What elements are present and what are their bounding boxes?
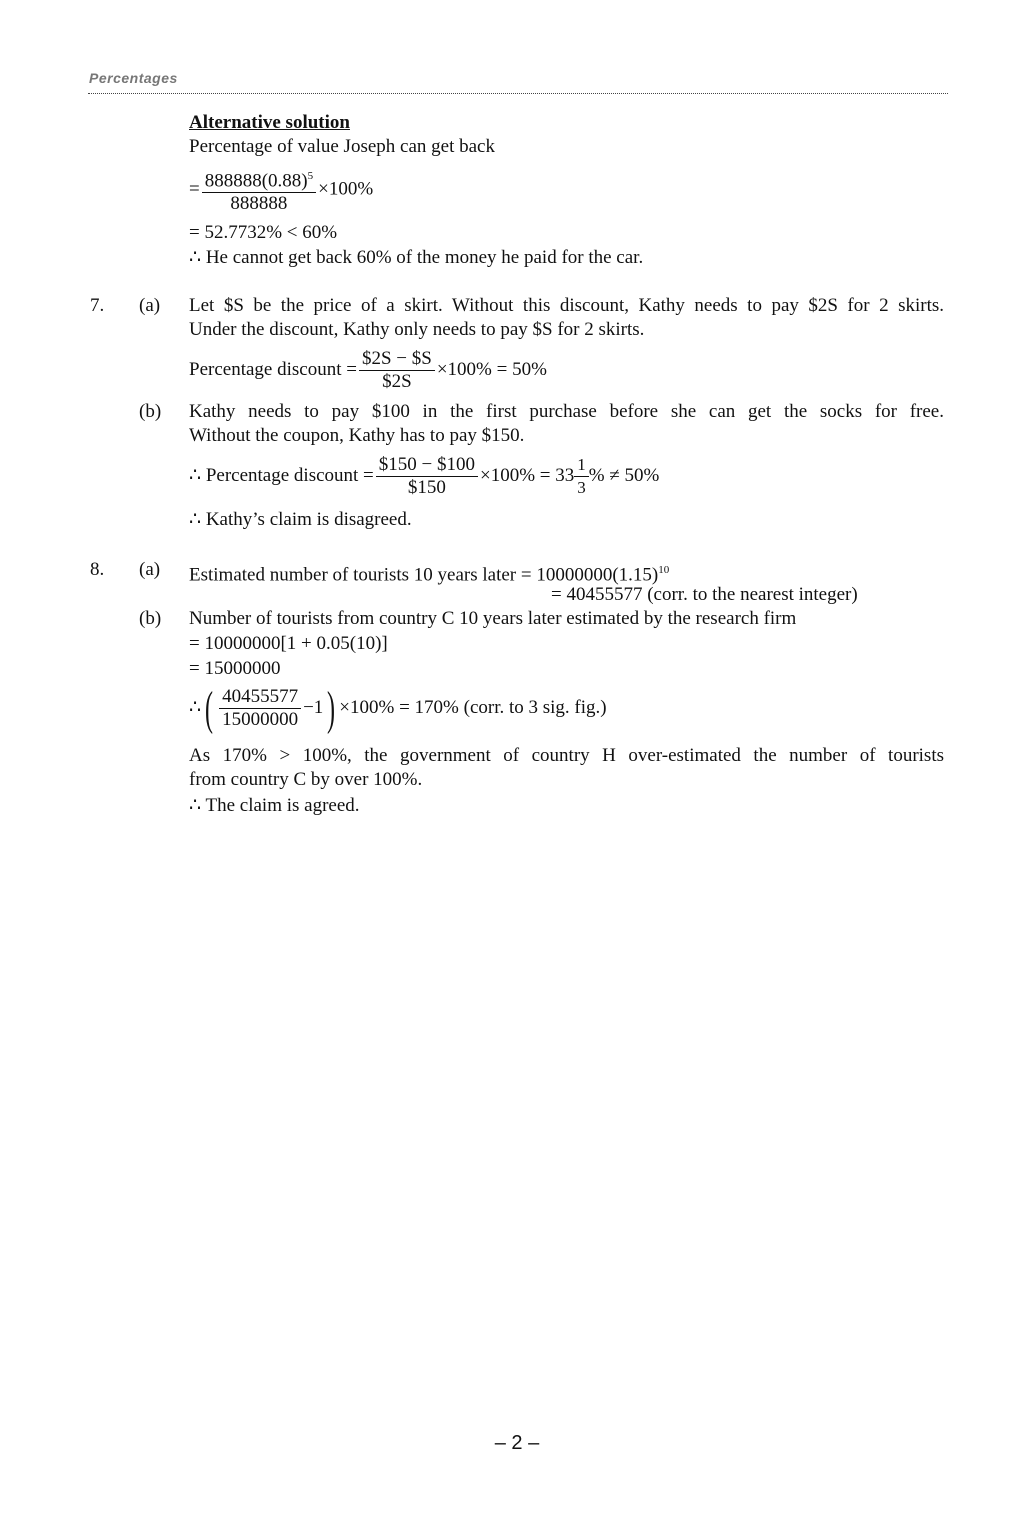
- alt-result: = 52.7732% < 60%: [189, 222, 338, 243]
- mid: ×100% = 33: [480, 464, 575, 486]
- q8b-line: As 170% > 100%, the government of country H over-estimated the number of tourists: [189, 745, 944, 766]
- lhs: ∴ Percentage discount =: [189, 464, 374, 486]
- numerator: [202, 165, 316, 193]
- numerator: 1: [574, 454, 589, 477]
- q7a-label: (a): [139, 295, 161, 316]
- exponent: 10: [658, 564, 670, 576]
- header-rule: [88, 93, 948, 94]
- times: ×100%: [318, 178, 374, 200]
- q7-number: 7.: [90, 295, 105, 316]
- fraction: [359, 348, 435, 393]
- numerator: $150 − $100: [376, 454, 478, 477]
- q7b-label: (b): [139, 401, 162, 422]
- fraction: [202, 165, 316, 215]
- q8b-line: from country C by over 100%.: [189, 769, 423, 790]
- denominator: 3: [577, 478, 586, 497]
- rhs: ×100% = 170% (corr. to 3 sig. fig.): [339, 697, 607, 718]
- q7b-line: Kathy needs to pay $100 in the first purchase before she can get the socks for free.: [189, 401, 944, 422]
- eq: =: [189, 178, 200, 200]
- q8b-conclusion: ∴ The claim is agreed.: [189, 795, 360, 816]
- fraction: [376, 454, 478, 499]
- q8a-line: [189, 559, 669, 586]
- alt-conclusion: ∴ He cannot get back 60% of the money he paid for the car.: [189, 247, 644, 268]
- therefore: ∴: [189, 697, 202, 718]
- q7b-line: Without the coupon, Kathy has to pay $150.: [189, 425, 525, 446]
- text: Estimated number of tourists 10 years later = 10000000(1.15): [189, 564, 659, 586]
- denominator: 888888: [230, 193, 288, 215]
- denominator: 15000000: [222, 709, 299, 731]
- page-number: – 2 –: [494, 1432, 540, 1454]
- left-paren: (: [205, 681, 214, 735]
- rhs: ×100% = 50%: [436, 358, 547, 380]
- alt-equation: [189, 165, 373, 215]
- running-header: Percentages: [89, 70, 178, 86]
- minus: −1: [303, 697, 324, 718]
- rhs: % ≠ 50%: [588, 464, 660, 486]
- q7b-conclusion: ∴ Kathy’s claim is disagreed.: [189, 509, 412, 530]
- q8b-line: = 15000000: [189, 658, 281, 679]
- exponent: 5: [307, 170, 314, 182]
- q7a-line: Let $S be the price of a skirt. Without this discount, Kathy needs to pay $2S for 2 skirts.: [189, 295, 944, 316]
- q8-number: 8.: [90, 559, 105, 580]
- lhs: Percentage discount =: [189, 358, 357, 380]
- q8b-line: Number of tourists from country C 10 years later estimated by the research firm: [189, 608, 797, 629]
- q7b-equation: [189, 454, 659, 499]
- denominator: $150: [407, 477, 446, 498]
- q8b-line: = 10000000[1 + 0.05(10)]: [189, 633, 388, 654]
- alt-line: Percentage of value Joseph can get back: [189, 136, 495, 157]
- q7a-equation: [189, 348, 547, 393]
- numerator: 40455577: [219, 686, 301, 709]
- q8a-label: (a): [139, 559, 161, 580]
- denominator: $2S: [382, 371, 412, 392]
- q7a-line: Under the discount, Kathy only needs to pay $S for 2 skirts.: [189, 319, 645, 340]
- right-paren: ): [327, 681, 336, 735]
- mixed-fraction: [574, 454, 589, 499]
- q8b-label: (b): [139, 608, 162, 629]
- num: 888888(0.88): [204, 170, 308, 192]
- fraction: [219, 686, 301, 731]
- alt-heading: Alternative solution: [189, 112, 350, 133]
- q8b-equation: [189, 683, 607, 733]
- numerator: $2S − $S: [359, 348, 435, 371]
- q8a-result: = 40455577 (corr. to the nearest integer): [551, 584, 858, 605]
